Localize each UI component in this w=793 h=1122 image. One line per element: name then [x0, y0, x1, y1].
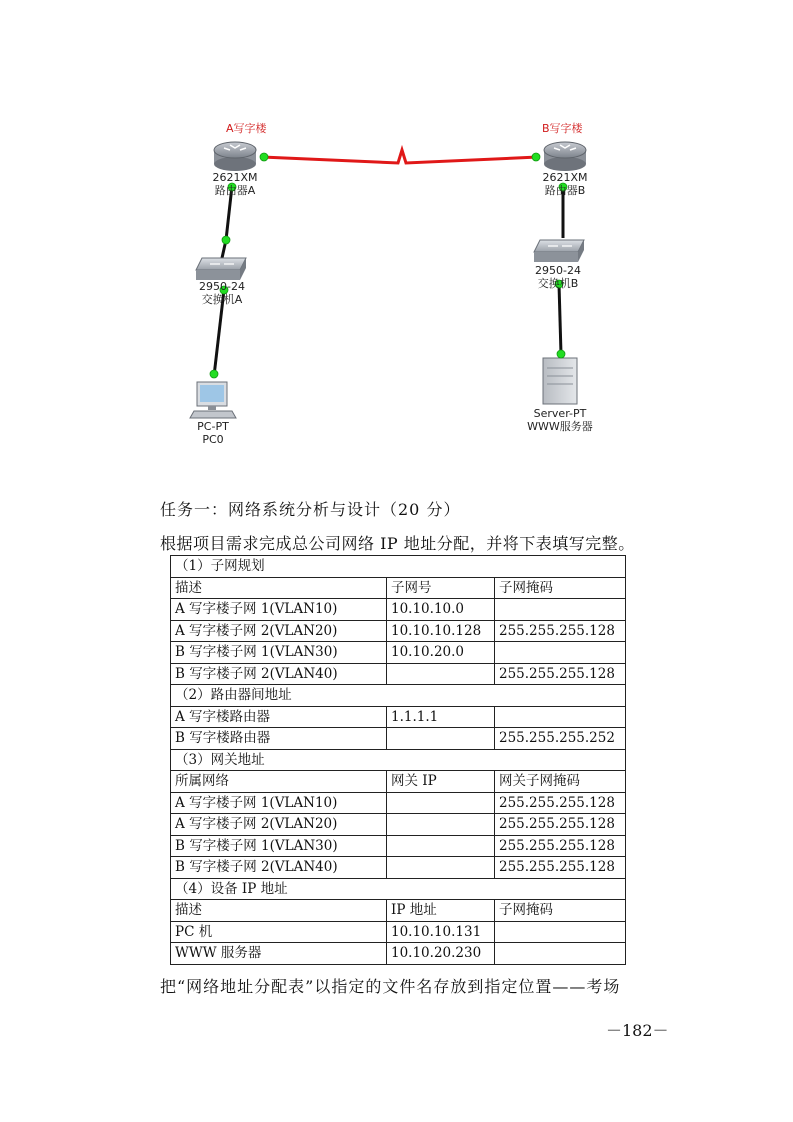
header-cell: 子网掩码	[495, 577, 626, 599]
router-b-label	[540, 171, 590, 197]
table-cell	[495, 642, 626, 664]
table-row	[171, 835, 626, 857]
table-cell: PC 机	[171, 921, 387, 943]
header-cell: 描述	[171, 577, 387, 599]
network-topology-diagram	[0, 0, 793, 470]
table-cell: B 写字楼子网 2(VLAN40)	[171, 857, 387, 879]
header-cell: 网关子网掩码	[495, 771, 626, 793]
port-dot	[210, 370, 218, 378]
building-a-label: A写字楼	[226, 122, 267, 135]
table-cell: 10.10.10.0	[387, 599, 495, 621]
table-cell	[495, 706, 626, 728]
table-cell: 1.1.1.1	[387, 706, 495, 728]
table-cell: 255.255.255.128	[495, 814, 626, 836]
server-name: WWW服务器	[527, 420, 593, 433]
switch-b-icon	[534, 240, 584, 262]
port-dot	[222, 236, 230, 244]
section-title-router-addresses: （2）路由器间地址	[171, 685, 626, 707]
switch-a-name: 交换机A	[201, 293, 243, 306]
header-cell: 所属网络	[171, 771, 387, 793]
header-cell: 子网掩码	[495, 900, 626, 922]
section-title-gateway-addresses: （3）网关地址	[171, 749, 626, 771]
table-cell	[495, 943, 626, 965]
task-title: 任务一：网络系统分析与设计（20 分）	[160, 500, 461, 519]
intro-paragraph: 根据项目需求完成总公司网络 IP 地址分配，并将下表填写完整。	[160, 534, 635, 553]
table-cell: 10.10.20.0	[387, 642, 495, 664]
header-row	[171, 577, 626, 599]
table-row	[171, 599, 626, 621]
pc-name: PC0	[202, 433, 224, 446]
table-cell: A 写字楼路由器	[171, 706, 387, 728]
closing-paragraph: 把“网络地址分配表”以指定的文件名存放到指定位置——考场	[160, 977, 621, 996]
table-row	[171, 921, 626, 943]
router-a-model: 2621XM	[212, 171, 258, 184]
section-row	[171, 749, 626, 771]
router-a-icon	[214, 142, 256, 171]
header-cell: 子网号	[387, 577, 495, 599]
section-row	[171, 685, 626, 707]
section-title-subnet-planning: （1）子网规划	[171, 556, 626, 578]
section-title-device-ip: （4）设备 IP 地址	[171, 878, 626, 900]
header-row	[171, 900, 626, 922]
table-cell: 255.255.255.252	[495, 728, 626, 750]
table-cell	[387, 728, 495, 750]
server-icon	[543, 358, 577, 404]
table-row	[171, 728, 626, 750]
switch-b-model: 2950-24	[535, 264, 581, 277]
table-cell	[387, 857, 495, 879]
port-dot	[557, 350, 565, 358]
table-cell	[387, 835, 495, 857]
table-row	[171, 792, 626, 814]
table-cell: B 写字楼子网 2(VLAN40)	[171, 663, 387, 685]
table-row	[171, 642, 626, 664]
table-cell	[387, 792, 495, 814]
pc-model: PC-PT	[197, 420, 229, 433]
router-b-icon	[544, 142, 586, 171]
table-cell: B 写字楼子网 1(VLAN30)	[171, 835, 387, 857]
table-cell: 255.255.255.128	[495, 663, 626, 685]
table-cell: A 写字楼子网 1(VLAN10)	[171, 792, 387, 814]
table-cell: WWW 服务器	[171, 943, 387, 965]
port-indicators	[210, 153, 567, 378]
port-dot	[260, 153, 268, 161]
table-cell	[387, 814, 495, 836]
table-cell: 255.255.255.128	[495, 835, 626, 857]
switch-a-label	[194, 280, 250, 306]
table-row	[171, 620, 626, 642]
table-cell: 10.10.10.128	[387, 620, 495, 642]
header-cell: IP 地址	[387, 900, 495, 922]
router-a-name: 路由器A	[214, 184, 256, 197]
table-cell: B 写字楼路由器	[171, 728, 387, 750]
pc-icon	[190, 382, 236, 418]
header-cell: 描述	[171, 900, 387, 922]
pc-label	[188, 420, 238, 446]
server-label	[522, 407, 598, 433]
table-row	[171, 663, 626, 685]
table-cell: 255.255.255.128	[495, 792, 626, 814]
server-model: Server-PT	[533, 407, 587, 420]
router-a-label	[210, 171, 260, 197]
router-b-name: 路由器B	[544, 184, 586, 197]
table-cell: 10.10.20.230	[387, 943, 495, 965]
table-row	[171, 857, 626, 879]
switch-a-model: 2950-24	[199, 280, 245, 293]
ip-allocation-table	[170, 555, 626, 965]
building-b-label: B写字楼	[542, 122, 583, 135]
router-b-model: 2621XM	[542, 171, 588, 184]
table-cell: A 写字楼子网 2(VLAN20)	[171, 814, 387, 836]
link-switch-b-server	[559, 284, 561, 354]
table-cell	[495, 599, 626, 621]
table-row	[171, 706, 626, 728]
port-dot	[532, 153, 540, 161]
table-cell: 255.255.255.128	[495, 857, 626, 879]
table-cell	[387, 663, 495, 685]
table-row	[171, 943, 626, 965]
section-row	[171, 556, 626, 578]
table-row	[171, 814, 626, 836]
table-cell	[495, 921, 626, 943]
page-number: －182－	[606, 1021, 669, 1040]
table-cell: A 写字楼子网 2(VLAN20)	[171, 620, 387, 642]
switch-b-label	[530, 264, 586, 290]
switch-b-name: 交换机B	[537, 277, 579, 290]
header-cell: 网关 IP	[387, 771, 495, 793]
table-cell: 10.10.10.131	[387, 921, 495, 943]
table-cell: B 写字楼子网 1(VLAN30)	[171, 642, 387, 664]
switch-a-icon	[196, 258, 246, 280]
table-cell: A 写字楼子网 1(VLAN10)	[171, 599, 387, 621]
header-row	[171, 771, 626, 793]
table-cell: 255.255.255.128	[495, 620, 626, 642]
serial-link	[262, 150, 538, 163]
section-row	[171, 878, 626, 900]
